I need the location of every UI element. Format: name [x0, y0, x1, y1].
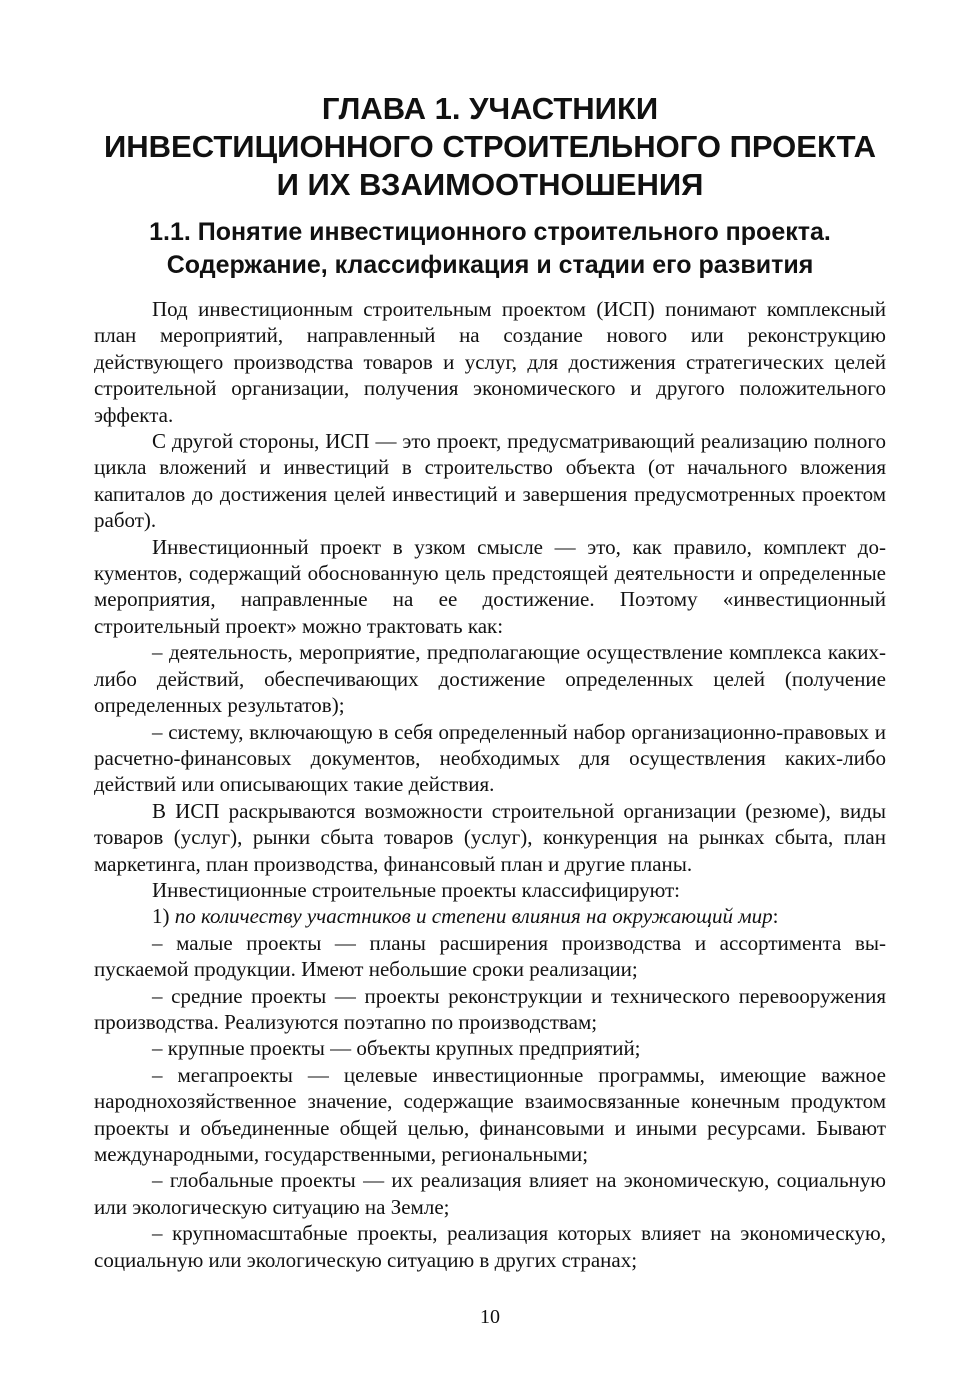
classification-suffix: :: [772, 904, 779, 929]
paragraph: Инвестиционный проект в узком смысле — это, как правило, комплект документов, содержащий обоснованную цель предстоящей деятельности и определенные мероприятия, направленные на ее достижение. Поэтому «инвестиционный строительный проект» можно трактовать как:: [94, 534, 886, 638]
paragraph: Инвестиционные строительные проекты классифицируют:: [152, 877, 681, 902]
chapter-title-line: ГЛАВА 1. УЧАСТНИКИ: [321, 91, 659, 126]
paragraph: С другой стороны, ИСП — это проект, предусматривающий реализацию полного цикла вложений и инвестиций в строительство объекта (от начального вложения капиталов до достижения целей инвестиций и завершения предусмотренных проектом работ).: [94, 429, 886, 533]
list-item: – малые проекты — планы расширения производства и ассортимента выпускаемой продукции. Имеют небольшие сроки реализации;: [94, 930, 886, 982]
classification-item: [94, 903, 886, 929]
paragraph: – деятельность, мероприятие, предполагающие осуществление комплекса каких-либо действий, обеспечивающих достижение определенных целей (получение определенных результатов);: [94, 640, 886, 718]
list-item: – глобальные проекты — их реализация влияет на экономическую, социальную или экологическую ситуацию на Земле;: [94, 1168, 886, 1219]
body-text: [94, 296, 886, 1273]
list-item: – крупные проекты — объекты крупных предприятий;: [152, 1036, 641, 1061]
list-item: – крупномасштабные проекты, реализация которых влияет на экономическую, социальную или экологическую ситуацию в других странах;: [94, 1221, 886, 1272]
section-title-line: 1.1. Понятие инвестиционного строительного проекта.: [149, 218, 831, 246]
classification-criterion: по количеству участников и степени влияния на окружающий мир: [174, 904, 773, 929]
paragraph: В ИСП раскрываются возможности строительной организации (резюме), виды товаров (услуг), рынки сбыта товаров (услуг), конкуренция на рынках сбыта, план маркетинга, план производства, финансовый план и другие планы.: [94, 798, 886, 876]
page-number: 10: [480, 1306, 500, 1328]
section-title-line: Содержание, классификация и стадии его развития: [166, 251, 814, 279]
section-title: [60, 216, 920, 282]
paragraph: – систему, включающую в себя определенный набор организационно-правовых и расчетно-финансовых документов, необходимых для осуществления каких-либо действий или описывающих такие действия.: [94, 719, 886, 797]
chapter-title-line: ИНВЕСТИЦИОННОГО СТРОИТЕЛЬНОГО ПРОЕКТА: [103, 129, 877, 164]
chapter-title-line: И ИХ ВЗАИМООТНОШЕНИЯ: [276, 167, 704, 202]
list-item: – мегапроекты — целевые инвестиционные программы, имеющие важное народнохозяйственное значение, содержащие взаимосвязанные конечным продуктом проекты и объединенные общей целью, финансовыми и иными ресурсами. Бывают международными, государственными, региональными;: [94, 1062, 886, 1166]
chapter-title: [60, 90, 920, 204]
classification-number: 1): [152, 904, 175, 929]
paragraph: Под инвестиционным строительным проектом (ИСП) понимают комплексный план мероприятий, направленный на создание нового или реконструкцию действующего производства товаров и услуг, для достижения стратегических целей строительной организации, получения экономического и другого положительного эффекта.: [94, 297, 886, 427]
list-item: – средние проекты — проекты реконструкции и технического перевооружения производства. Реализуются поэтапно по производствам;: [94, 983, 886, 1034]
